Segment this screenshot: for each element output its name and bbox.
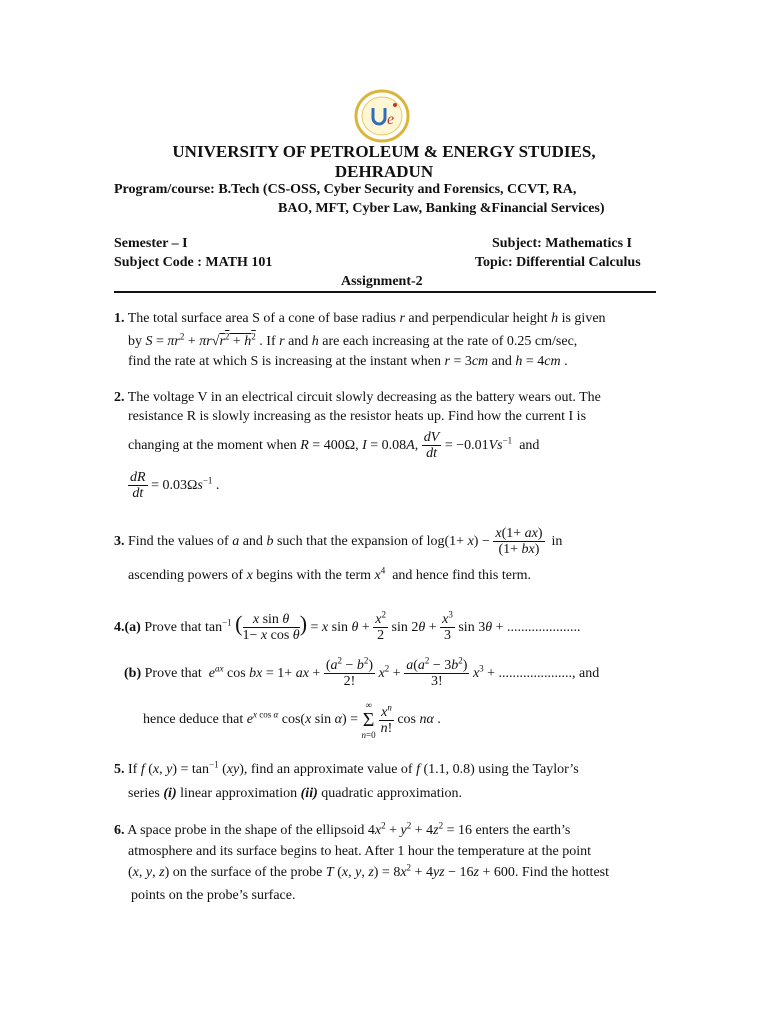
question-5-line2: series (i) linear approximation (ii) quadratic approximation. [128,786,462,801]
question-6: 6. A space probe in the shape of the ellipsoid $4x^2 + y^2 + 4z^2 = 16$ enters the earth’s [114,820,571,838]
question-4a: 4.(a) Prove that $\tan^{-1}$ ( $\frac{\text{x sin θ}}{\text{1− x cos θ}}$ ) = x sin θ + $\frac{x^2}{2}$ sin 2θ + $\frac{x^3}{3}$ sin 3θ + ..................... [114,609,581,644]
question-1: 1. The total surface area S of a cone of base radius r and perpendicular height h is given [114,311,606,326]
question-6-line4: points on the probe’s surface. [131,888,296,903]
question-1-line3: find the rate at which S is increasing at the instant when r = 3cm and h = 4cm . [128,354,568,369]
subject-code: Subject Code : MATH 101 [114,255,273,270]
question-3-line2: ascending powers of x begins with the term $x^4$ and hence find this term. [128,565,532,583]
question-6-line3: (x, y, z) on the surface of the probe T (x, y, $z) = 8x^2 + 4yz - 16z + 600$. Find the hottest [128,862,610,880]
question-2-line4: $\frac{dR}{dt}$ = $0.03\Omega s^{-1}$ . [130,470,220,502]
question-2-line3: changing at the moment when R = 400Ω, I = 0.08A, $\frac{dV}{dt}$ = $-0.01Vs^{-1}$ and [128,430,540,462]
subject: Subject: Mathematics I [492,236,632,251]
question-4b-deduce: hence deduce that $e^x$ $^{cos}$ $^\alpha$ cos(x sin α) = ∞ Σ n=0 $\frac{x^n}{n!}$ cos nα . [143,700,441,740]
header-divider [114,291,656,293]
question-6-line2: atmosphere and its surface begins to heat. After 1 hour the temperature at the point [128,844,592,859]
semester: Semester – I [114,236,188,251]
question-5: 5. If f (x, $y) = \tan^{-1} (xy)$, find an approximate value of f (1.1, 0.8) using the Taylor’s [114,759,579,777]
university-city: DEHRADUN [334,162,434,181]
program-course-line1: Program/course: B.Tech (CS-OSS, Cyber Security and Forensics, CCVT, RA, [114,182,577,197]
question-2-line2: resistance R is slowly increasing as the resistor heats up. Find how the current I is [128,409,587,424]
university-logo [349,88,415,144]
topic: Topic: Differential Calculus [475,255,641,270]
question-3: 3. Find the values of a and b such that the expansion of log(1+ x) − $\frac{x(1+ ax)}{(1+ bx)}$ in [114,526,563,558]
question-4b: (b) Prove that $e^{ax}$ cos bx = 1+ ax + $\frac{(a^2 - b^2)}{2!}$ $x^2$ + $\frac{a(a^2 - 3b^2)}{3!}$ $x^3$ + ....................., and [124,655,600,690]
svg-text:e: e [387,111,395,128]
question-1-line2: by $S = \pi r^2 + \pi r√r^2 + h^2$ . If r and h are each increasing at the rate of 0.25 cm/sec, [128,331,578,349]
assignment-title: Assignment-2 [341,274,423,289]
question-2: 2. The voltage V in an electrical circuit slowly decreasing as the battery wears out. The [114,390,601,405]
program-course-line2: BAO, MFT, Cyber Law, Banking &Financial Services) [278,201,605,216]
university-title: UNIVERSITY OF PETROLEUM & ENERGY STUDIES, [172,142,596,161]
